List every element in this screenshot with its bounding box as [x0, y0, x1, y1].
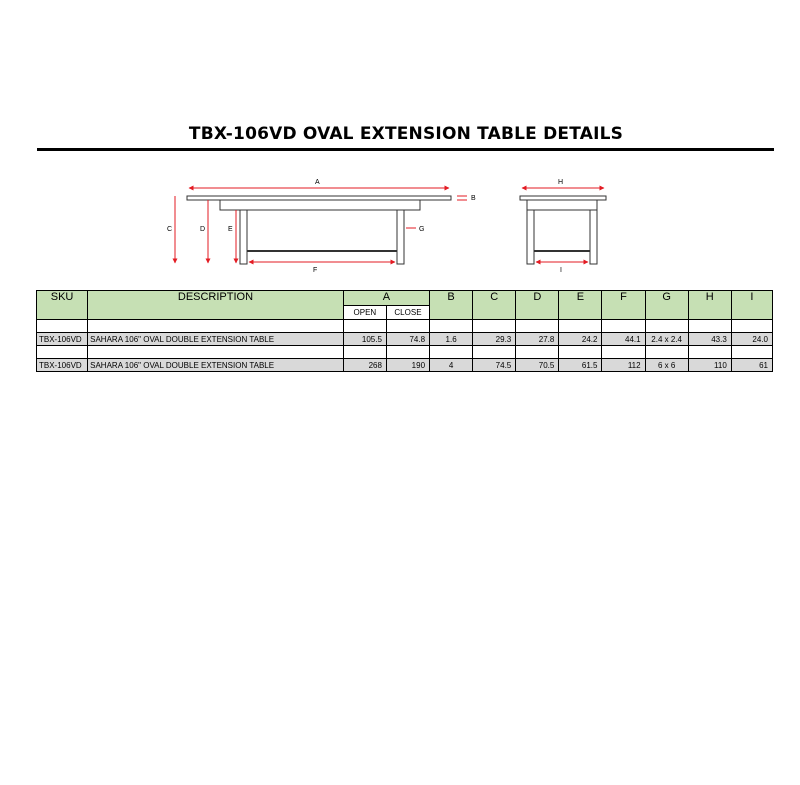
- header-i: I: [731, 291, 772, 320]
- dim-e-label: E: [228, 226, 233, 233]
- cell-e: 61.5: [559, 359, 602, 372]
- cell-i: 24.0: [731, 333, 772, 346]
- cell-f: 44.1: [602, 333, 645, 346]
- header-h: H: [688, 291, 731, 320]
- side-apron: [220, 200, 420, 210]
- dim-h-label: H: [558, 179, 564, 186]
- header-f: F: [602, 291, 645, 320]
- cell-sku: TBX-106VD: [37, 359, 88, 372]
- table-header-row: [37, 291, 773, 306]
- end-apron: [527, 200, 597, 210]
- table-row: [37, 359, 773, 372]
- dim-i-label: I: [560, 267, 562, 274]
- cell-description: SAHARA 106" OVAL DOUBLE EXTENSION TABLE: [88, 359, 344, 372]
- cell-a-close: 190: [386, 359, 429, 372]
- dim-c-label: C: [167, 226, 173, 233]
- dim-g-label: G: [419, 226, 425, 233]
- cell-a-close: 74.8: [386, 333, 429, 346]
- cell-a-open: 268: [343, 359, 386, 372]
- header-g: G: [645, 291, 688, 320]
- cell-e: 24.2: [559, 333, 602, 346]
- cell-d: 70.5: [516, 359, 559, 372]
- header-a: A: [343, 291, 429, 306]
- table-spacer-row: [37, 320, 773, 333]
- table-dimension-drawing: [0, 0, 800, 285]
- cell-h: 110: [688, 359, 731, 372]
- side-leg-right: [397, 210, 404, 264]
- dim-b-label: B: [471, 195, 476, 202]
- subheader-close: CLOSE: [386, 306, 429, 320]
- table-spacer-row: [37, 346, 773, 359]
- cell-f: 112: [602, 359, 645, 372]
- cell-c: 74.5: [473, 359, 516, 372]
- dimensions-table: [36, 290, 773, 372]
- cell-i: 61: [731, 359, 772, 372]
- page-title: TBX-106VD OVAL EXTENSION TABLE DETAILS: [188, 124, 624, 144]
- side-leg-left: [240, 210, 247, 264]
- end-tabletop: [520, 196, 606, 200]
- header-description: DESCRIPTION: [88, 291, 344, 320]
- header-sku: SKU: [37, 291, 88, 320]
- dim-f-label: F: [313, 267, 318, 274]
- cell-g: 2.4 x 2.4: [645, 333, 688, 346]
- side-tabletop: [187, 196, 451, 200]
- cell-h: 43.3: [688, 333, 731, 346]
- subheader-open: OPEN: [343, 306, 386, 320]
- dim-a-label: A: [315, 179, 320, 186]
- header-c: C: [473, 291, 516, 320]
- table-row: [37, 333, 773, 346]
- header-b: B: [430, 291, 473, 320]
- header-e: E: [559, 291, 602, 320]
- cell-g: 6 x 6: [645, 359, 688, 372]
- header-d: D: [516, 291, 559, 320]
- cell-c: 29.3: [473, 333, 516, 346]
- cell-b: 1.6: [430, 333, 473, 346]
- cell-a-open: 105.5: [343, 333, 386, 346]
- cell-sku: TBX-106VD: [37, 333, 88, 346]
- dim-d-label: D: [200, 226, 206, 233]
- end-view: [520, 179, 606, 274]
- cell-b: 4: [430, 359, 473, 372]
- end-leg-right: [590, 210, 597, 264]
- cell-d: 27.8: [516, 333, 559, 346]
- side-view: [167, 179, 476, 274]
- cell-description: SAHARA 106" OVAL DOUBLE EXTENSION TABLE: [88, 333, 344, 346]
- end-leg-left: [527, 210, 534, 264]
